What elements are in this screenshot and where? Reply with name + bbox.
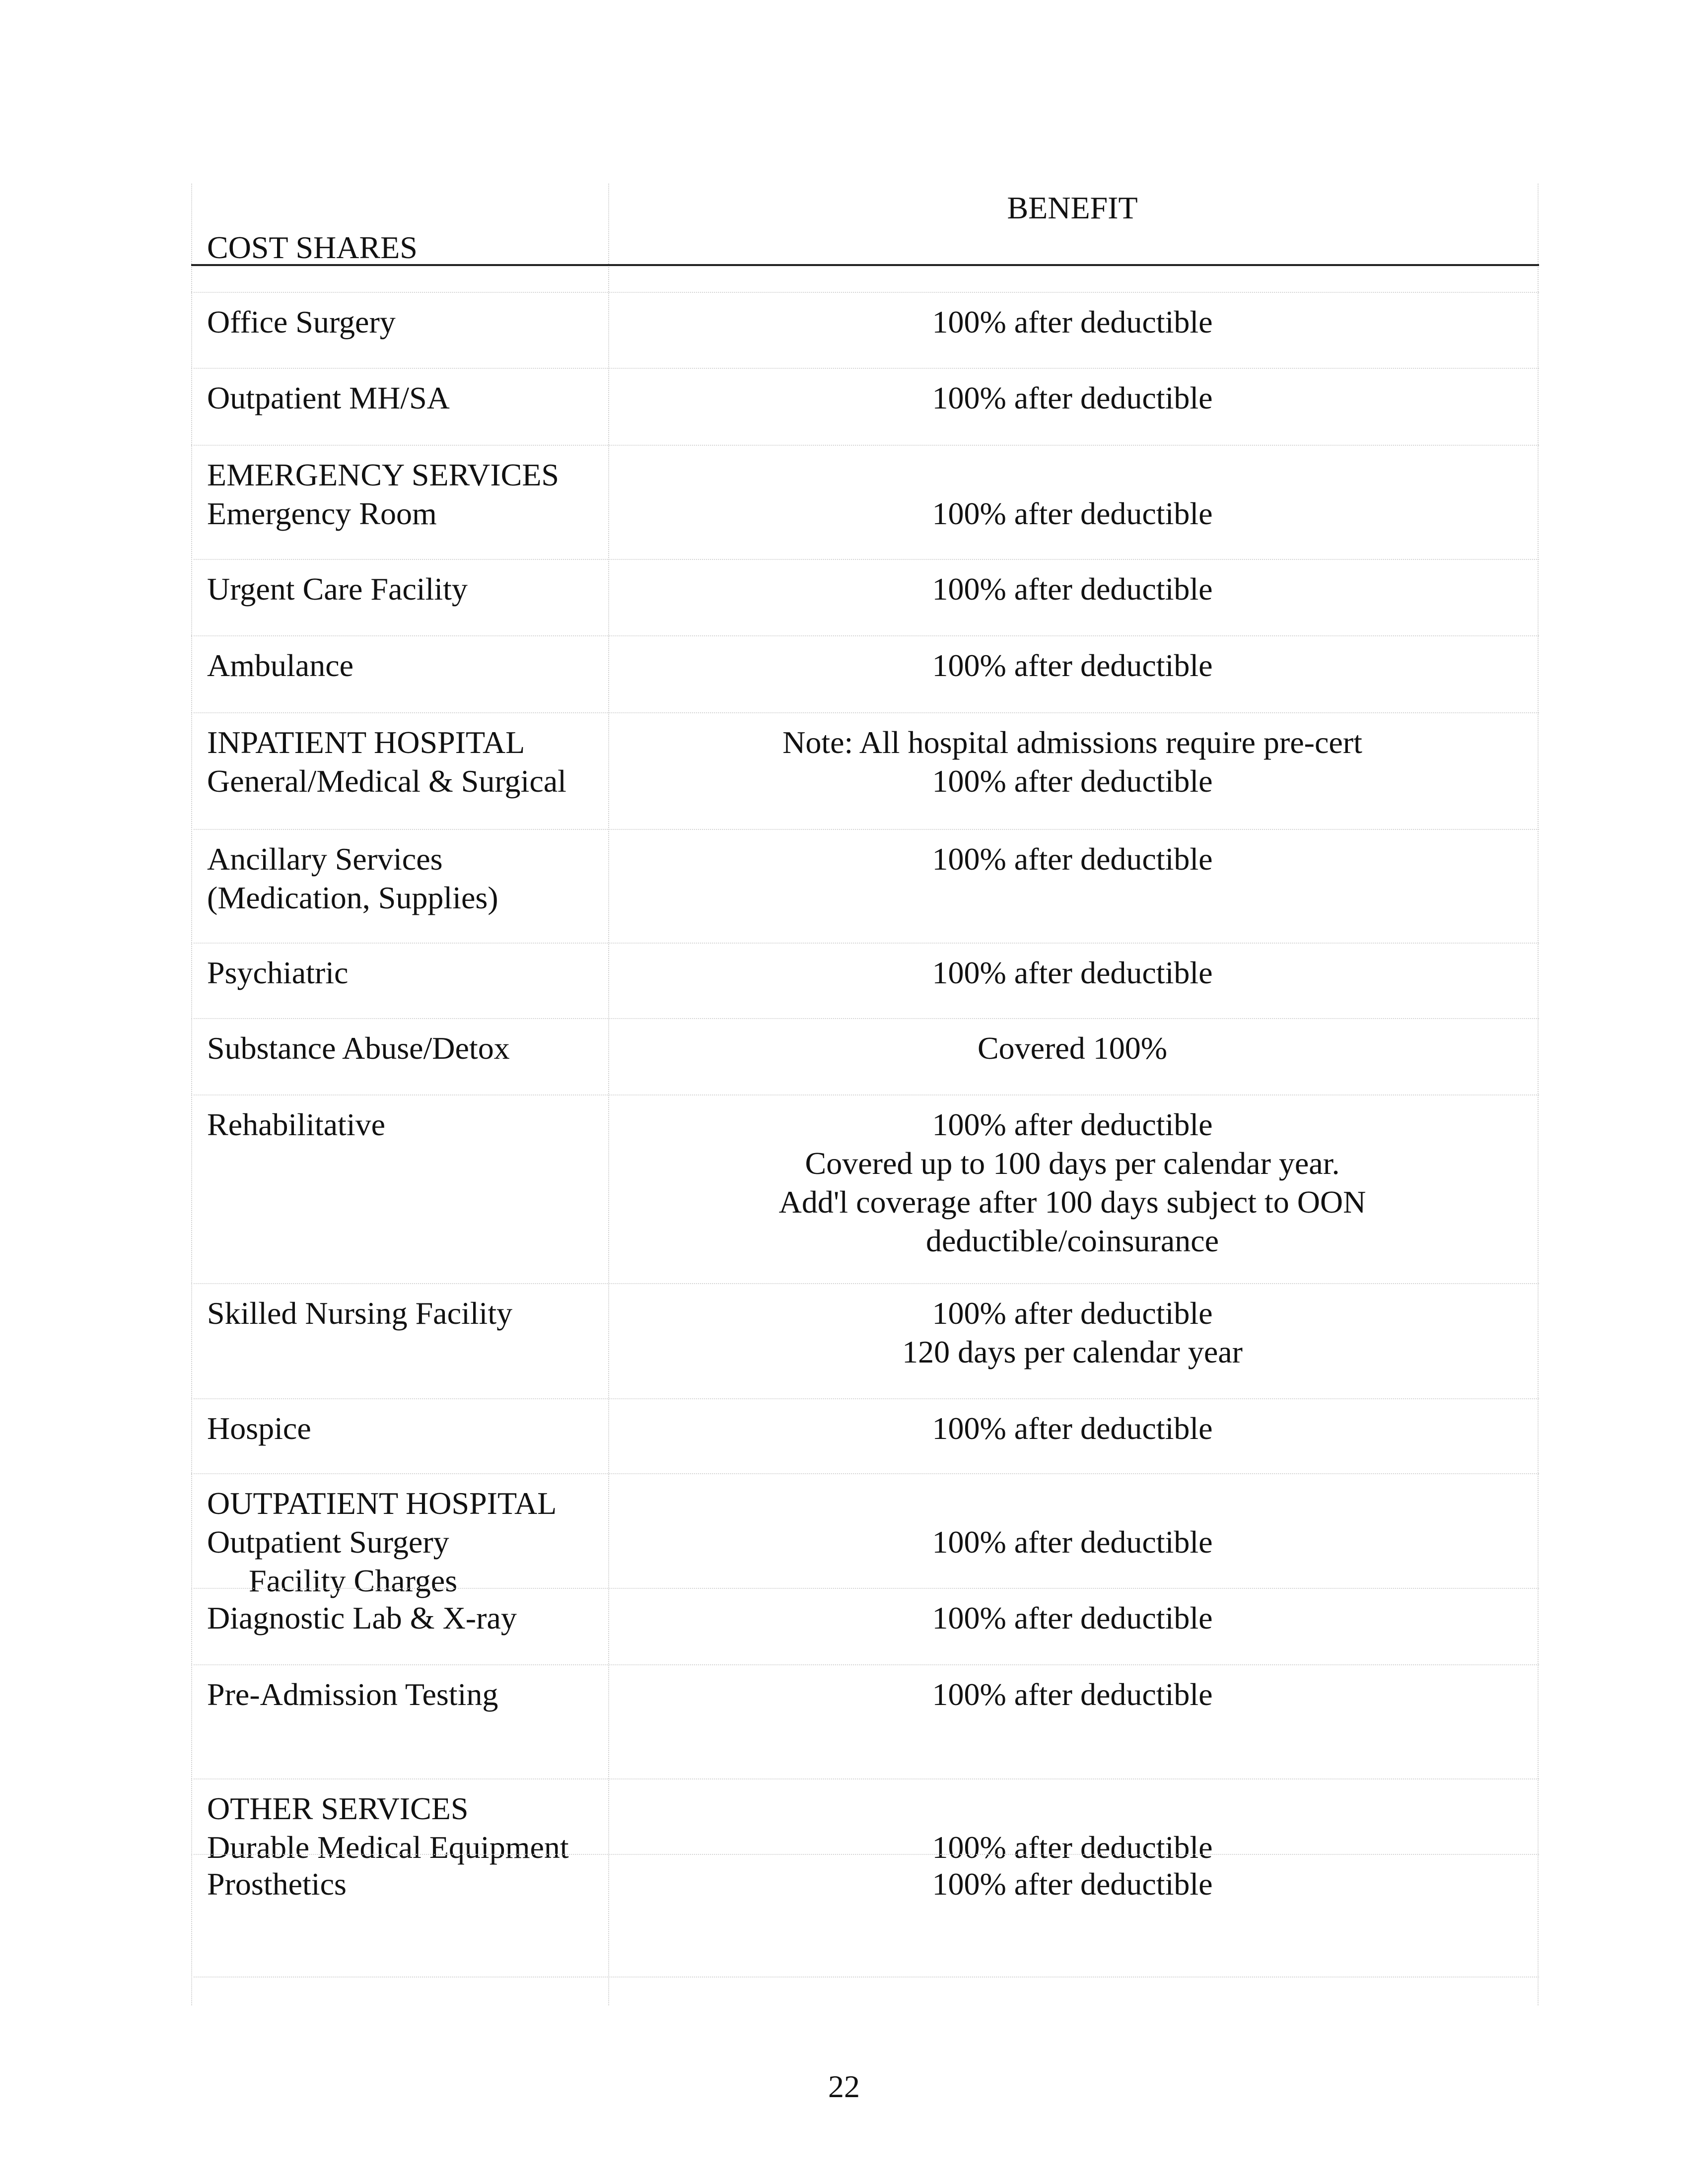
page-number: 22: [828, 2069, 860, 2104]
benefit-cell: [608, 840, 1537, 879]
benefit-text: 100% after deductible: [932, 304, 1213, 340]
cost-share-cell: [207, 379, 614, 417]
benefit-cell: [608, 1789, 1537, 1867]
cost-share-label: Psychiatric: [207, 955, 349, 990]
benefit-cell: [608, 1294, 1537, 1371]
cost-share-cell: [207, 1675, 614, 1714]
header-cost-shares: COST SHARES: [207, 230, 418, 265]
benefit-text: Covered up to 100 days per calendar year.: [805, 1146, 1340, 1181]
row-separator: [191, 1664, 1539, 1665]
row-separator: [191, 1977, 1539, 1978]
header-benefit: BENEFIT: [1007, 190, 1138, 225]
benefit-text: 100% after deductible: [932, 955, 1213, 990]
header-rule: [191, 264, 1539, 266]
cost-share-cell: [207, 1105, 614, 1144]
benefit-text: Add'l coverage after 100 days subject to OON: [778, 1184, 1366, 1220]
benefit-cell: [608, 1599, 1537, 1638]
row-separator: [191, 1398, 1539, 1399]
cost-share-cell: [207, 1484, 614, 1600]
row-separator: [191, 712, 1539, 713]
benefit-cell: [608, 1675, 1537, 1714]
row-separator: [191, 635, 1539, 636]
benefit-text: 100% after deductible: [932, 496, 1213, 531]
row-separator: [191, 368, 1539, 369]
cost-share-cell: [207, 1294, 614, 1333]
benefit-text: [608, 456, 1537, 494]
benefit-cell: [608, 954, 1537, 992]
benefit-text: 100% after deductible: [932, 648, 1213, 683]
benefit-text: 100% after deductible: [932, 1107, 1213, 1142]
cost-share-label: Prosthetics: [207, 1866, 347, 1902]
cost-share-label: Ancillary Services: [207, 841, 443, 877]
cost-share-label: OUTPATIENT HOSPITAL: [207, 1486, 557, 1521]
benefit-text: 100% after deductible: [932, 1296, 1213, 1331]
benefit-cell: [608, 723, 1537, 801]
benefit-text: 100% after deductible: [932, 1600, 1213, 1636]
benefit-text: 100% after deductible: [932, 1524, 1213, 1560]
cost-share-label: Outpatient Surgery: [207, 1524, 449, 1560]
cost-share-cell: [207, 1599, 614, 1638]
benefit-cell: [608, 646, 1537, 685]
cost-share-label: Durable Medical Equipment: [207, 1830, 569, 1865]
benefit-text: 100% after deductible: [932, 841, 1213, 877]
cost-share-table: [191, 184, 1539, 2005]
row-separator: [191, 1588, 1539, 1589]
cost-share-cell: [207, 1029, 614, 1068]
benefit-text: Covered 100%: [977, 1030, 1168, 1066]
benefit-text: 100% after deductible: [932, 1830, 1213, 1865]
cost-share-label: Substance Abuse/Detox: [207, 1030, 510, 1066]
cost-share-cell: [207, 723, 614, 801]
cost-share-label: INPATIENT HOSPITAL: [207, 725, 525, 760]
benefit-cell: [608, 1029, 1537, 1068]
cost-share-label: Urgent Care Facility: [207, 571, 468, 607]
row-separator: [191, 943, 1539, 944]
cost-share-label: Hospice: [207, 1411, 311, 1446]
benefit-text: 100% after deductible: [932, 571, 1213, 607]
benefit-text: 120 days per calendar year: [902, 1334, 1243, 1369]
benefit-text: deductible/coinsurance: [926, 1223, 1219, 1258]
benefit-cell: [608, 1105, 1537, 1260]
cost-share-label: Outpatient MH/SA: [207, 380, 450, 415]
benefit-cell: [608, 1484, 1537, 1562]
benefit-cell: [608, 379, 1537, 417]
benefit-text: 100% after deductible: [932, 380, 1213, 415]
row-separator: [191, 1094, 1539, 1095]
benefit-text: 100% after deductible: [932, 763, 1213, 799]
row-separator: [191, 1283, 1539, 1284]
benefit-cell: [608, 1409, 1537, 1448]
cost-share-cell: [207, 840, 614, 917]
cost-share-label: General/Medical & Surgical: [207, 763, 566, 799]
row-separator: [191, 829, 1539, 830]
row-separator: [191, 559, 1539, 560]
benefit-text: 100% after deductible: [932, 1677, 1213, 1712]
cost-share-label: OTHER SERVICES: [207, 1791, 469, 1826]
cost-share-cell: [207, 303, 614, 341]
cost-share-label: Diagnostic Lab & X-ray: [207, 1600, 517, 1636]
benefit-cell: [608, 303, 1537, 341]
benefit-cell: [608, 570, 1537, 609]
cost-share-label: Rehabilitative: [207, 1107, 385, 1142]
benefit-cell: [608, 1865, 1537, 1904]
cost-share-cell: [207, 954, 614, 992]
cost-share-cell: [207, 570, 614, 609]
cost-share-label: Emergency Room: [207, 496, 437, 531]
cost-share-cell: [207, 1409, 614, 1448]
cost-share-label: (Medication, Supplies): [207, 880, 498, 915]
benefit-text: [608, 1789, 1537, 1828]
benefit-text: 100% after deductible: [932, 1411, 1213, 1446]
cost-share-cell: [207, 646, 614, 685]
cost-share-label: Office Surgery: [207, 304, 396, 340]
cost-share-label: Ambulance: [207, 648, 353, 683]
cost-share-label: Facility Charges: [249, 1563, 458, 1598]
cost-share-label: Skilled Nursing Facility: [207, 1296, 513, 1331]
cost-share-cell: [207, 456, 614, 533]
row-separator: [191, 1778, 1539, 1779]
row-separator: [191, 1854, 1539, 1855]
benefit-text: 100% after deductible: [932, 1866, 1213, 1902]
row-separator: [191, 1473, 1539, 1474]
cost-share-cell: [207, 1865, 614, 1904]
benefit-text: Note: All hospital admissions require pre-cert: [782, 725, 1362, 760]
cost-share-cell: [207, 1789, 614, 1867]
row-separator: [191, 1018, 1539, 1019]
benefit-text: [608, 1484, 1537, 1523]
cost-share-label: Pre-Admission Testing: [207, 1677, 498, 1712]
row-separator: [191, 292, 1539, 293]
row-separator: [191, 445, 1539, 446]
cost-share-label: EMERGENCY SERVICES: [207, 457, 559, 492]
benefit-cell: [608, 456, 1537, 533]
